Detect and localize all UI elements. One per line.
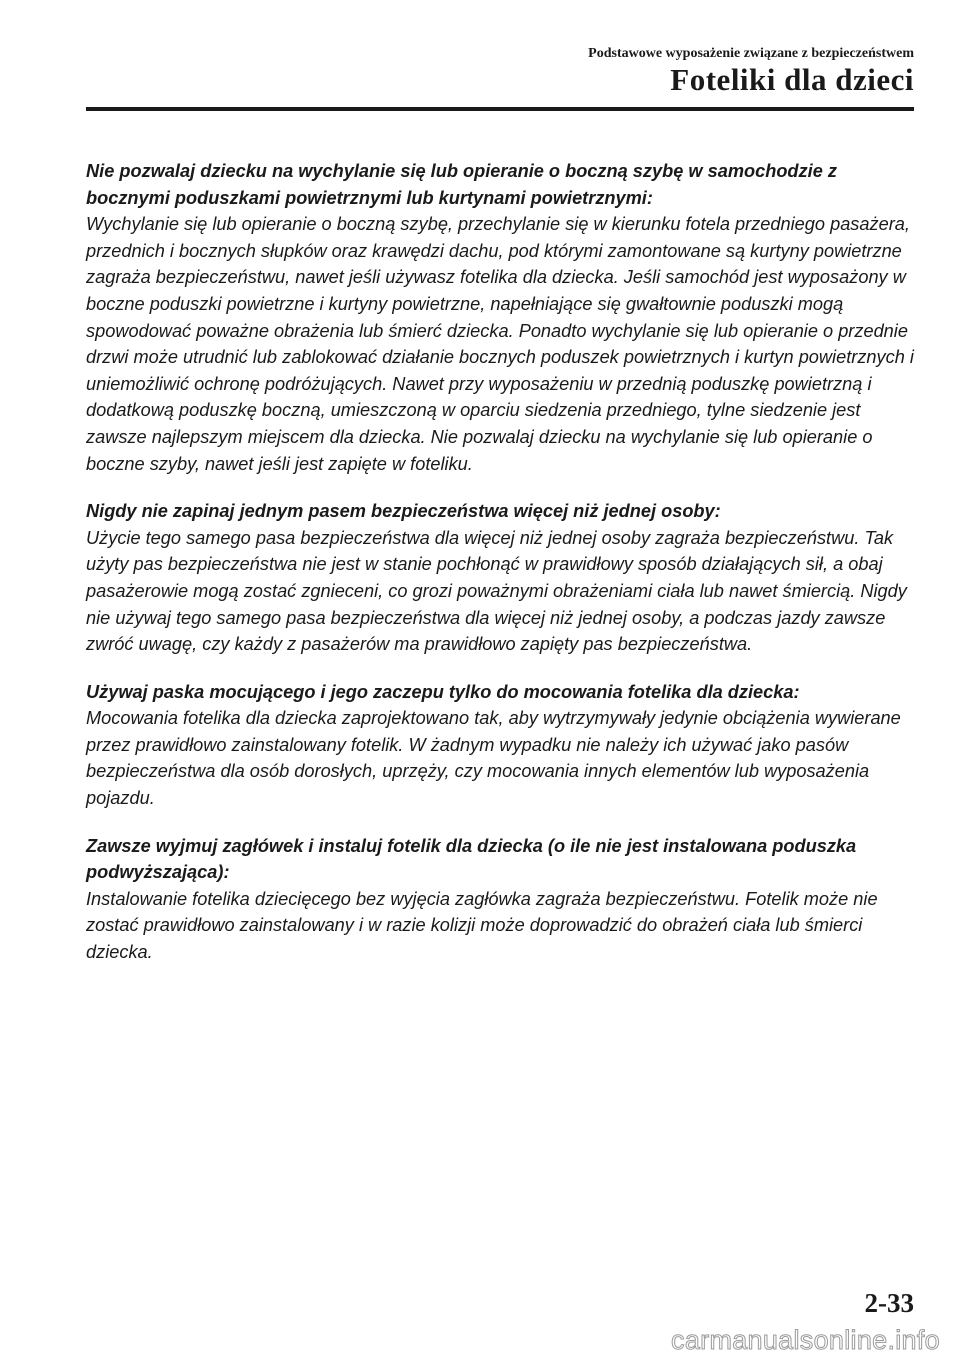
- chapter-subtitle: Podstawowe wyposażenie związane z bezpieczeństwem: [588, 46, 914, 61]
- section-heading: Nigdy nie zapinaj jednym pasem bezpieczeństwa więcej niż jednej osoby:: [86, 501, 721, 522]
- page-title: Foteliki dla dzieci: [670, 62, 914, 97]
- warning-section-headrest: [86, 833, 916, 966]
- page-number: 2-33: [864, 1288, 914, 1318]
- watermark-text: carmanualsonline.info: [671, 1325, 940, 1355]
- section-heading: Używaj paska mocującego i jego zaczepu tylko do mocowania fotelika dla dziecka:: [86, 681, 800, 702]
- section-heading: Zawsze wyjmuj zagłówek i instaluj fotelik dla dziecka (o ile nie jest instalowana poduszka podwyższająca):: [86, 835, 857, 883]
- page-header: [0, 0, 960, 112]
- section-body: Wychylanie się lub opieranie o boczną szybę, przechylanie się w kierunku fotela przedniego pasażera, przednich i bocznych słupków oraz krawędzi dachu, pod którymi zamontowane są kurtyny powietrzne zagraża bezpieczeństwu, nawet jeśli używasz fotelika dla dziecka. Jeśli samochód jest wyposażony w boczne poduszki powietrzne i kurtyny powietrzne, napełniające się gwałtownie poduszki mogą spowodować poważne obrażenia lub śmierć dziecka. Ponadto wychylanie się lub opieranie o przednie drzwi może utrudnić lub zablokować działanie bocznych poduszek powietrznych i kurtyn powietrznych i uniemożliwić ochronę podróżujących. Nawet przy wyposażeniu w przednią poduszkę powietrzną i dodatkową poduszkę boczną, umieszczoną w oparciu siedzenia przedniego, tylne siedzenie jest zawsze najlepszym miejscem dla dziecka. Nie pozwalaj dziecku na wychylanie się lub opieranie o boczne szyby, nawet jeśli jest zapięte w foteliku.: [86, 214, 914, 474]
- section-body: Instalowanie fotelika dziecięcego bez wyjęcia zagłówka zagraża bezpieczeństwu. Fotelik może nie zostać prawidłowo zainstalowany i w razie kolizji może doprowadzić do obrażeń ciała lub śmierci dziecka.: [86, 888, 878, 963]
- header-divider: [86, 107, 914, 111]
- section-heading: Nie pozwalaj dziecku na wychylanie się lub opieranie o boczną szybę w samochodzie z bocznymi poduszkami powietrznymi lub kurtynami powietrznymi:: [86, 161, 837, 208]
- warning-section-one-belt: [86, 498, 916, 658]
- section-body: Użycie tego samego pasa bezpieczeństwa dla więcej niż jednej osoby zagraża bezpieczeństwu. Tak użyty pas bezpieczeństwa nie jest w stanie pochłonąć w prawidłowy sposób działających sił, a obaj pasażerowie mogą zostać zgnieceni, co grozi poważnymi obrażeniami ciała lub nawet śmiercią. Nigdy nie używaj tego samego pasa bezpieczeństwa dla więcej niż jednej osoby, a podczas jazdy zawsze zwróć uwagę, czy każdy z pasażerów ma prawidłowo zapięty pas bezpieczeństwa.: [86, 527, 907, 655]
- main-content: [86, 158, 916, 987]
- warning-section-tether-strap: [86, 679, 916, 812]
- warning-section-side-window: [86, 158, 916, 477]
- section-body: Mocowania fotelika dla dziecka zaprojektowano tak, aby wytrzymywały jedynie obciążenia wywierane przez prawidłowo zainstalowany fotelik. W żadnym wypadku nie należy ich używać jako pasów bezpieczeństwa dla osób dorosłych, uprzęży, czy mocowania innych elementów lub wyposażenia pojazdu.: [86, 708, 901, 809]
